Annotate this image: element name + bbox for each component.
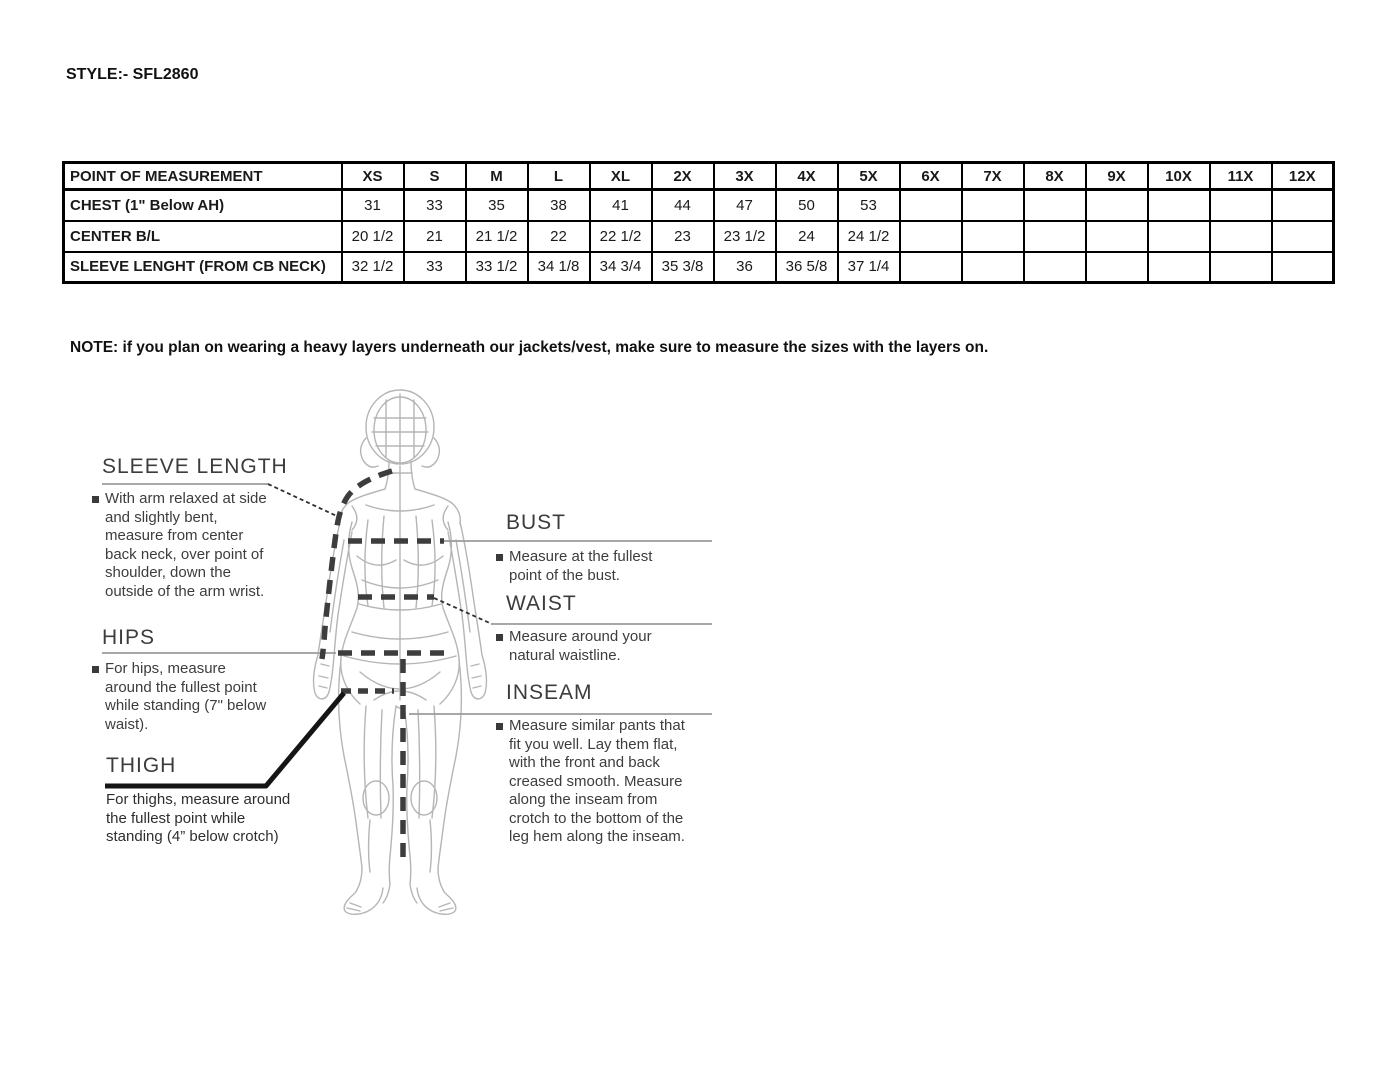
bust-heading: BUST bbox=[506, 511, 567, 534]
inseam-heading: INSEAM bbox=[506, 681, 593, 704]
size-value-cell: 53 bbox=[838, 190, 900, 221]
size-value-cell: 41 bbox=[590, 190, 652, 221]
size-value-cell: 35 bbox=[466, 190, 528, 221]
bullet-icon bbox=[92, 666, 99, 673]
column-header-size: 8X bbox=[1024, 163, 1086, 190]
bullet-icon bbox=[496, 554, 503, 561]
size-value-cell: 44 bbox=[652, 190, 714, 221]
size-value-cell: 33 1/2 bbox=[466, 252, 528, 283]
column-header-size: 7X bbox=[962, 163, 1024, 190]
thigh-text: For thighs, measure around the fullest point while standing (4” below crotch) bbox=[106, 791, 291, 845]
size-value-cell: 34 1/8 bbox=[528, 252, 590, 283]
column-header-size: S bbox=[404, 163, 466, 190]
page-title: STYLE:- SFL2860 bbox=[66, 66, 199, 83]
size-value-cell: 21 1/2 bbox=[466, 221, 528, 252]
size-value-cell: 33 bbox=[404, 190, 466, 221]
column-header-size: XS bbox=[342, 163, 404, 190]
row-label: CENTER B/L bbox=[64, 221, 342, 252]
size-value-cell: 22 1/2 bbox=[590, 221, 652, 252]
column-header-size: 2X bbox=[652, 163, 714, 190]
size-value-cell: 24 1/2 bbox=[838, 221, 900, 252]
row-label: SLEEVE LENGHT (FROM CB NECK) bbox=[64, 252, 342, 283]
sleeve-length-text: With arm relaxed at side and slightly bent, measure from center back neck, over point of shoulder, down the outside of the arm wrist. bbox=[105, 490, 267, 600]
bullet-icon bbox=[92, 496, 99, 503]
sleeve-length-heading: SLEEVE LENGTH bbox=[102, 455, 288, 478]
size-value-cell: 33 bbox=[404, 252, 466, 283]
size-value-cell: 35 3/8 bbox=[652, 252, 714, 283]
inseam-text: Measure similar pants that fit you well. Lay them flat, with the front and back creased smooth. Measure along the inseam from crotch to the bottom of the leg hem along the inseam. bbox=[509, 717, 685, 845]
column-header-size: XL bbox=[590, 163, 652, 190]
bust-text: Measure at the fullest point of the bust. bbox=[509, 548, 653, 584]
size-value-cell: 37 1/4 bbox=[838, 252, 900, 283]
size-value-cell: 38 bbox=[528, 190, 590, 221]
column-header-size: 3X bbox=[714, 163, 776, 190]
waist-text: Measure around your natural waistline. bbox=[509, 628, 652, 664]
column-header-label: POINT OF MEASUREMENT bbox=[64, 163, 342, 190]
column-header-size: 5X bbox=[838, 163, 900, 190]
column-header-size: 9X bbox=[1086, 163, 1148, 190]
column-header-size: M bbox=[466, 163, 528, 190]
column-header-size: 12X bbox=[1272, 163, 1334, 190]
size-value-cell: 36 bbox=[714, 252, 776, 283]
size-value-cell: 50 bbox=[776, 190, 838, 221]
size-value-cell: 32 1/2 bbox=[342, 252, 404, 283]
size-value-cell: 22 bbox=[528, 221, 590, 252]
size-value-cell: 36 5/8 bbox=[776, 252, 838, 283]
thigh-heading: THIGH bbox=[106, 754, 177, 777]
note-text: NOTE: if you plan on wearing a heavy layers underneath our jackets/vest, make sure to measure the sizes with the layers on. bbox=[70, 339, 989, 356]
size-value-cell: 34 3/4 bbox=[590, 252, 652, 283]
column-header-size: 6X bbox=[900, 163, 962, 190]
size-value-cell: 23 bbox=[652, 221, 714, 252]
row-label: CHEST (1" Below AH) bbox=[64, 190, 342, 221]
size-value-cell: 21 bbox=[404, 221, 466, 252]
waist-heading: WAIST bbox=[506, 592, 577, 615]
bullet-icon bbox=[496, 723, 503, 730]
size-value-cell: 47 bbox=[714, 190, 776, 221]
size-value-cell: 24 bbox=[776, 221, 838, 252]
bullet-icon bbox=[496, 634, 503, 641]
hips-heading: HIPS bbox=[102, 626, 156, 649]
column-header-size: 10X bbox=[1148, 163, 1210, 190]
column-header-size: 4X bbox=[776, 163, 838, 190]
hips-text: For hips, measure around the fullest point while standing (7" below waist). bbox=[105, 660, 267, 733]
size-value-cell: 20 1/2 bbox=[342, 221, 404, 252]
size-value-cell: 23 1/2 bbox=[714, 221, 776, 252]
sleeve-length-connector-line bbox=[268, 484, 341, 518]
size-value-cell: 31 bbox=[342, 190, 404, 221]
column-header-size: 11X bbox=[1210, 163, 1272, 190]
column-header-size: L bbox=[528, 163, 590, 190]
